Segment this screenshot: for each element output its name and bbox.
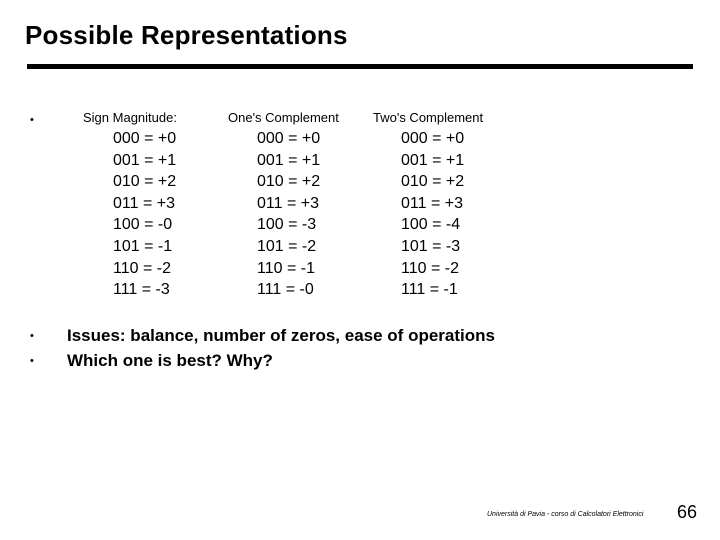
row-value: 110 = -2 bbox=[113, 259, 171, 277]
row-value: 001 = +1 bbox=[257, 151, 321, 169]
row-value: 101 = -3 bbox=[401, 237, 461, 255]
row-value: 001 = +1 bbox=[401, 151, 465, 169]
column-rows bbox=[257, 128, 320, 301]
sign-magnitude-column bbox=[83, 110, 177, 299]
column-header: Sign Magnitude: bbox=[83, 110, 177, 125]
row-value: 011 = +3 bbox=[257, 194, 319, 212]
column-header: Two's Complement bbox=[373, 110, 484, 125]
row-value: 111 = -1 bbox=[401, 281, 458, 299]
row-value: 101 = -1 bbox=[113, 237, 173, 255]
issues-point: Issues: balance, number of zeros, ease of operations bbox=[67, 326, 495, 345]
row-value: 000 = +0 bbox=[113, 130, 177, 147]
row-value: 010 = +2 bbox=[113, 173, 177, 191]
ones-complement-column bbox=[228, 110, 339, 299]
bullet-marker: • bbox=[30, 114, 34, 126]
row-value: 110 = -2 bbox=[401, 259, 459, 277]
row-value: 101 = -2 bbox=[257, 237, 317, 255]
column-header: One's Complement bbox=[228, 110, 339, 125]
question-point: Which one is best? Why? bbox=[67, 351, 273, 370]
row-value: 001 = +1 bbox=[113, 151, 177, 169]
row-value: 000 = +0 bbox=[401, 130, 465, 147]
column-rows bbox=[401, 128, 464, 301]
row-value: 010 = +2 bbox=[401, 173, 465, 191]
page-number: 66 bbox=[677, 502, 698, 522]
row-value: 100 = -4 bbox=[401, 216, 461, 234]
row-value: 100 = -3 bbox=[257, 216, 317, 234]
row-value: 011 = +3 bbox=[113, 194, 175, 212]
footer-course: Università di Pavia - corso di Calcolatori Elettronici bbox=[487, 511, 644, 518]
twos-complement-column bbox=[373, 110, 484, 299]
row-value: 000 = +0 bbox=[257, 130, 321, 147]
row-value: 111 = -3 bbox=[113, 281, 170, 299]
slide-title: Possible Representations bbox=[25, 20, 348, 50]
column-rows bbox=[113, 128, 176, 301]
row-value: 010 = +2 bbox=[257, 173, 321, 191]
bullet-marker: • bbox=[30, 355, 34, 367]
row-value: 100 = -0 bbox=[113, 216, 173, 234]
row-value: 111 = -0 bbox=[257, 281, 314, 299]
row-value: 011 = +3 bbox=[401, 194, 463, 212]
title-divider bbox=[27, 64, 693, 69]
bullet-marker: • bbox=[30, 330, 34, 342]
row-value: 110 = -1 bbox=[257, 259, 315, 277]
